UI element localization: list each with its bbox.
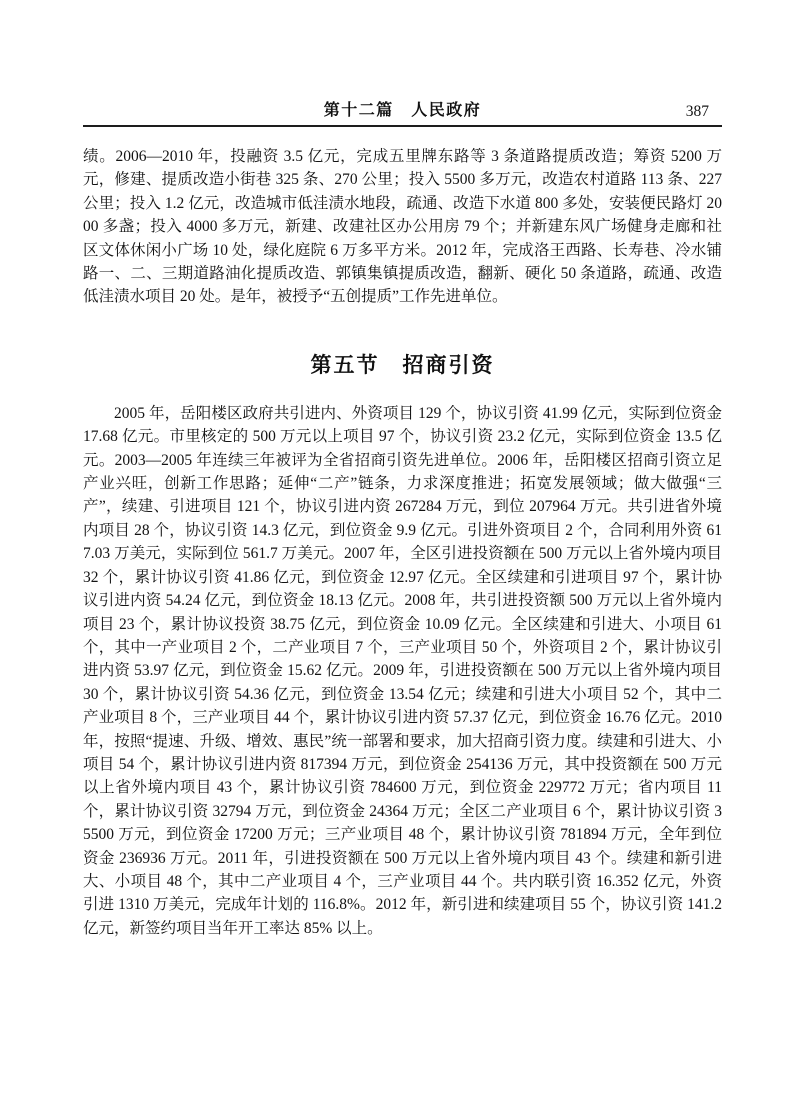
chapter-title: 第十二篇 人民政府 (323, 102, 482, 119)
page-header (83, 0, 722, 120)
body-paragraph-investment: 2005 年，岳阳楼区政府共引进内、外资项目 129 个，协议引资 41.99 亿元，实际到位资金 17.68 亿元。市里核定的 500 万元以上项目 97 个，协议引资 23.2 亿元，实际到位资金 13.5 亿元。2003—2005 年连续三年被评为全省招商引资先进单位。2006 年，岳阳楼区招商引资立足产业兴旺，创新工作思路；延伸“二产”链条，力求深度推进；拓宽发展领域；做大做强“三产”，续建、引进项目 121 个，协议引进内资 267284 万元，到位 207964 万元。共引进省外境内项目 28 个，协议引资 14.3 亿元，到位资金 9.9 亿元。引进外资项目 2 个，合同利用外资 617.03 万美元，实际到位 561.7 万美元。2007 年，全区引进投资额在 500 万元以上省外境内项目 32 个，累计协议引资 41.86 亿元，到位资金 12.97 亿元。全区续建和引进项目 97 个，累计协议引进内资 54.24 亿元，到位资金 18.13 亿元。2008 年，共引进投资额 500 万元以上省外境内项目 23 个，累计协议投资 38.75 亿元，到位资金 10.09 亿元。全区续建和引进大、小项目 61 个，其中一产业项目 2 个，二产业项目 7 个，三产业项目 50 个，外资项目 2 个，累计协议引进内资 53.97 亿元，到位资金 15.62 亿元。2009 年，引进投资额在 500 万元以上省外境内项目 30 个，累计协议引资 54.36 亿元，到位资金 13.54 亿元；续建和引进大小项目 52 个，其中二产业项目 8 个，三产业项目 44 个，累计协议引进内资 57.37 亿元，到位资金 16.76 亿元。2010 年，按照“提速、升级、增效、惠民”统一部署和要求，加大招商引资力度。续建和引进大、小项目 54 个，累计协议引进内资 817394 万元，到位资金 254136 万元，其中投资额在 500 万元以上省外境内项目 43 个，累计协议引资 784600 万元，到位资金 229772 万元；省内项目 11 个，累计协议引资 32794 万元，到位资金 24364 万元；全区二产业项目 6 个，累计协议引资 35500 万元，到位资金 17200 万元；三产业项目 48 个，累计协议引资 781894 万元，全年到位资金 236936 万元。2011 年，引进投资额在 500 万元以上省外境内项目 43 个。续建和新引进大、小项目 48 个，其中二产业项目 4 个，三产业项目 44 个。共内联引资 16.352 亿元，外资引进 1310 万美元，完成年计划的 116.8%。2012 年，新引进和续建项目 55 个，协议引资 141.2 亿元，新签约项目当年开工率达 85% 以上。 (83, 404, 722, 937)
page-number: 387 (685, 103, 709, 120)
header-rule (83, 125, 722, 127)
section-heading: 第五节 招商引资 (310, 352, 495, 377)
body-paragraph-continuation: 绩。2006—2010 年，投融资 3.5 亿元，完成五里牌东路等 3 条道路提质改造；筹资 5200 万元，修建、提质改造小街巷 325 条、270 公里；投入 5500 多万元，改造农村道路 113 条、227 公里；投入 1.2 亿元，改造城市低洼渍水地段，疏通、改造下水道 800 多处，安装便民路灯 2000 多盏；投入 4000 多万元，新建、改建社区办公用房 79 个；并新建东风广场健身走廊和社区文体休闲小广场 10 处，绿化庭院 6 万多平方米。2012 年，完成洛王西路、长寿巷、冷水铺路一、二、三期道路油化提质改造、郭镇集镇提质改造，翻新、硬化 50 条道路，疏通、改造低洼渍水项目 20 处。是年，被授予“五创提质”工作先进单位。 (83, 148, 722, 306)
